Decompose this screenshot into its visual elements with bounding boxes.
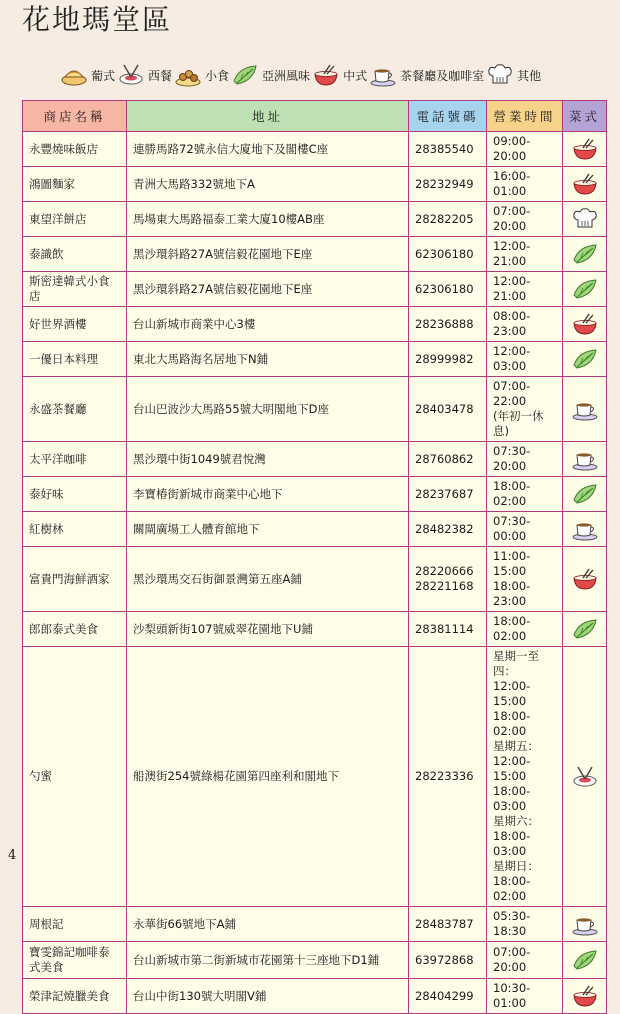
restaurant-name: 一優日本料理 xyxy=(23,342,127,377)
asian-food-icon xyxy=(571,622,599,636)
cuisine-legend xyxy=(60,58,610,92)
restaurant-name: 勺蜜 xyxy=(23,647,127,907)
restaurant-name: 周根記 xyxy=(23,907,127,942)
table-row xyxy=(23,547,607,612)
cuisine-cell xyxy=(563,377,607,442)
portuguese-food-icon xyxy=(60,63,88,87)
restaurant-name: 東望洋餅店 xyxy=(23,202,127,237)
tea-cafe-icon xyxy=(369,63,397,87)
restaurant-name: 紅樹林 xyxy=(23,512,127,547)
cuisine-cell xyxy=(563,512,607,547)
cuisine-cell xyxy=(563,307,607,342)
tea-cafe-icon xyxy=(571,452,599,466)
restaurant-table xyxy=(22,100,607,1014)
restaurant-hours: 07:00-20:00 xyxy=(487,942,563,979)
table-row xyxy=(23,442,607,477)
restaurant-phone: 28999982 xyxy=(409,342,487,377)
legend-item xyxy=(231,63,310,87)
legend-item xyxy=(486,63,541,87)
legend-label: 小食 xyxy=(205,68,230,83)
table-row xyxy=(23,342,607,377)
restaurant-hours: 12:00-21:00 xyxy=(487,272,563,307)
table-row xyxy=(23,979,607,1014)
restaurant-phone: 28232949 xyxy=(409,167,487,202)
restaurant-name: 富貴門海鮮酒家 xyxy=(23,547,127,612)
restaurant-address: 永華街66號地下A鋪 xyxy=(127,907,409,942)
restaurant-address: 台山新城市第二街新城市花園第十三座地下D1鋪 xyxy=(127,942,409,979)
restaurant-hours: 16:00-01:00 xyxy=(487,167,563,202)
restaurant-hours: 08:00-23:00 xyxy=(487,307,563,342)
western-food-icon xyxy=(117,63,145,87)
asian-food-icon xyxy=(571,352,599,366)
table-row xyxy=(23,307,607,342)
restaurant-address: 黑沙環斜路27A號信毅花園地下E座 xyxy=(127,272,409,307)
cuisine-cell xyxy=(563,647,607,907)
restaurant-name: 泰識飲 xyxy=(23,237,127,272)
table-header-row xyxy=(23,101,607,132)
cuisine-cell xyxy=(563,547,607,612)
restaurant-hours: 07:00-22:00 (年初一休息) xyxy=(487,377,563,442)
cuisine-cell xyxy=(563,442,607,477)
chinese-food-icon xyxy=(571,142,599,156)
cuisine-cell xyxy=(563,612,607,647)
asian-food-icon xyxy=(571,953,599,967)
restaurant-name: 寶雯錦記咖啡泰式美食 xyxy=(23,942,127,979)
restaurant-address: 船澳街254號綠楊花園第四座利和閣地下 xyxy=(127,647,409,907)
table-row xyxy=(23,132,607,167)
header-phone: 電話號碼 xyxy=(409,101,487,132)
restaurant-name: 泰好味 xyxy=(23,477,127,512)
restaurant-address: 黑沙環斜路27A號信毅花園地下E座 xyxy=(127,237,409,272)
restaurant-hours: 18:00-02:00 xyxy=(487,612,563,647)
restaurant-phone: 28223336 xyxy=(409,647,487,907)
asian-food-icon xyxy=(571,247,599,261)
restaurant-phone: 28381114 xyxy=(409,612,487,647)
legend-item xyxy=(312,63,367,87)
restaurant-phone: 28483787 xyxy=(409,907,487,942)
chinese-food-icon xyxy=(571,317,599,331)
restaurant-address: 關閘廣場工人體育館地下 xyxy=(127,512,409,547)
table-row xyxy=(23,942,607,979)
cuisine-cell xyxy=(563,907,607,942)
restaurant-name: 郎郎泰式美食 xyxy=(23,612,127,647)
restaurant-hours: 星期一至四： 12:00-15:00 18:00-02:00 星期五： 12:00-15:00 18:00-03:00 星期六： 18:00-03:00 星期日： 18:00-02:00 xyxy=(487,647,563,907)
restaurant-address: 台山中街130號大明閣V鋪 xyxy=(127,979,409,1014)
restaurant-name: 斯密達韓式小食店 xyxy=(23,272,127,307)
header-cuisine: 菜式 xyxy=(563,101,607,132)
table-row xyxy=(23,512,607,547)
tea-cafe-icon xyxy=(571,917,599,931)
legend-label: 其他 xyxy=(517,68,542,83)
restaurant-name: 太平洋咖啡 xyxy=(23,442,127,477)
restaurant-name: 永豐燒味飯店 xyxy=(23,132,127,167)
restaurant-phone: 28482382 xyxy=(409,512,487,547)
restaurant-phone: 28404299 xyxy=(409,979,487,1014)
table-row xyxy=(23,272,607,307)
restaurant-address: 沙梨頭新街107號威翠花園地下U鋪 xyxy=(127,612,409,647)
legend-label: 葡式 xyxy=(91,68,116,83)
restaurant-address: 馬場東大馬路福泰工業大廈10樓AB座 xyxy=(127,202,409,237)
restaurant-name: 榮津記燒臘美食 xyxy=(23,979,127,1014)
cuisine-cell xyxy=(563,132,607,167)
chinese-food-icon xyxy=(571,572,599,586)
legend-label: 西餐 xyxy=(148,68,173,83)
header-address: 地址 xyxy=(127,101,409,132)
restaurant-name: 好世界酒樓 xyxy=(23,307,127,342)
chinese-food-icon xyxy=(312,63,340,87)
restaurant-hours: 12:00-21:00 xyxy=(487,237,563,272)
restaurant-address: 黑沙環中街1049號君悅灣 xyxy=(127,442,409,477)
cuisine-cell xyxy=(563,477,607,512)
western-food-icon xyxy=(571,769,599,783)
table-row xyxy=(23,237,607,272)
legend-label: 茶餐廳及咖啡室 xyxy=(400,68,485,83)
restaurant-phone: 28236888 xyxy=(409,307,487,342)
table-row xyxy=(23,612,607,647)
restaurant-hours: 05:30-18:30 xyxy=(487,907,563,942)
table-row xyxy=(23,907,607,942)
restaurant-phone: 28237687 xyxy=(409,477,487,512)
restaurant-phone: 28385540 xyxy=(409,132,487,167)
legend-item xyxy=(369,63,484,87)
restaurant-address: 台山巴波沙大馬路55號大明閣地下D座 xyxy=(127,377,409,442)
table-row xyxy=(23,377,607,442)
cuisine-cell xyxy=(563,202,607,237)
cuisine-cell xyxy=(563,942,607,979)
restaurant-address: 青洲大馬路332號地下A xyxy=(127,167,409,202)
restaurant-hours: 10:30-01:00 xyxy=(487,979,563,1014)
asian-food-icon xyxy=(571,282,599,296)
restaurant-address: 黑沙環馬交石街御景灣第五座A鋪 xyxy=(127,547,409,612)
restaurant-phone: 63972868 xyxy=(409,942,487,979)
table-row xyxy=(23,477,607,512)
tea-cafe-icon xyxy=(571,402,599,416)
cuisine-cell xyxy=(563,167,607,202)
legend-item xyxy=(174,63,229,87)
snack-icon xyxy=(174,63,202,87)
restaurant-address: 連勝馬路72號永信大廈地下及閣樓C座 xyxy=(127,132,409,167)
page-number: 4 xyxy=(8,848,17,863)
legend-item xyxy=(117,63,172,87)
other-food-icon xyxy=(486,63,514,87)
restaurant-phone: 28282205 xyxy=(409,202,487,237)
legend-label: 亞洲風味 xyxy=(262,68,311,83)
restaurant-phone: 28760862 xyxy=(409,442,487,477)
restaurant-hours: 18:00-02:00 xyxy=(487,477,563,512)
asian-food-icon xyxy=(571,487,599,501)
restaurant-address: 台山新城市商業中心3樓 xyxy=(127,307,409,342)
restaurant-hours: 07:30-20:00 xyxy=(487,442,563,477)
page-title: 花地瑪堂區 xyxy=(22,3,173,36)
cuisine-cell xyxy=(563,342,607,377)
restaurant-name: 永盛茶餐廳 xyxy=(23,377,127,442)
restaurant-name: 鴻圖麵家 xyxy=(23,167,127,202)
header-hours: 營業時間 xyxy=(487,101,563,132)
restaurant-phone: 28403478 xyxy=(409,377,487,442)
restaurant-address: 東北大馬路海名居地下N鋪 xyxy=(127,342,409,377)
restaurant-hours: 07:30-00:00 xyxy=(487,512,563,547)
restaurant-address: 李寶椿街新城市商業中心地下 xyxy=(127,477,409,512)
cuisine-cell xyxy=(563,237,607,272)
table-row xyxy=(23,167,607,202)
table-row xyxy=(23,202,607,237)
chinese-food-icon xyxy=(571,177,599,191)
cuisine-cell xyxy=(563,272,607,307)
asian-food-icon xyxy=(231,63,259,87)
legend-label: 中式 xyxy=(343,68,368,83)
tea-cafe-icon xyxy=(571,522,599,536)
header-name: 商店名稱 xyxy=(23,101,127,132)
restaurant-phone: 28220666 28221168 xyxy=(409,547,487,612)
restaurant-hours: 11:00-15:00 18:00-23:00 xyxy=(487,547,563,612)
table-row xyxy=(23,647,607,907)
other-food-icon xyxy=(571,212,599,226)
chinese-food-icon xyxy=(571,989,599,1003)
restaurant-hours: 12:00-03:00 xyxy=(487,342,563,377)
restaurant-hours: 09:00-20:00 xyxy=(487,132,563,167)
restaurant-hours: 07:00-20:00 xyxy=(487,202,563,237)
legend-item xyxy=(60,63,115,87)
cuisine-cell xyxy=(563,979,607,1014)
restaurant-phone: 62306180 xyxy=(409,237,487,272)
restaurant-phone: 62306180 xyxy=(409,272,487,307)
